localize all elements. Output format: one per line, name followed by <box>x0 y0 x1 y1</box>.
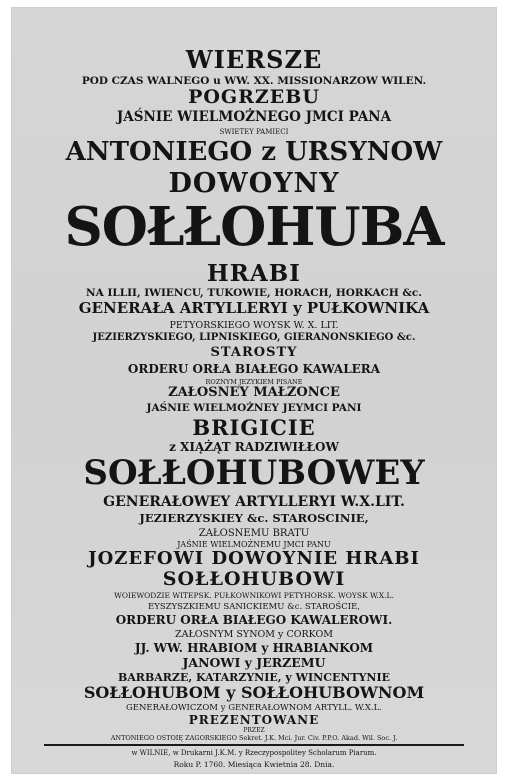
starosta-places-line: JEZIERZYSKIEGO, LIPNISKIEGO, GIERANONSKIEGO &c. <box>92 332 416 343</box>
divider-rule <box>44 744 464 746</box>
languages-line: ROZNYM JEZYKIEM PISANE <box>205 378 303 386</box>
occasion-line: POD CZAS WALNEGO u WW. XX. MISSIONARZOW WILEN. <box>81 75 427 87</box>
prezentowane-line: PREZENTOWANE <box>188 713 320 727</box>
title-hrabi: HRABI <box>207 260 301 287</box>
name-brigicie: BRIGICIE <box>192 415 316 440</box>
broadside-page <box>12 8 496 773</box>
eyszyszki-line: EYSZYSZKIEMU SANICKIEMU &c. STAROŚCIE, <box>148 602 360 612</box>
name-dowoyny: DOWOYNY <box>168 168 340 199</box>
brother-honorific-line: JAŚNIE WIELMOŻNEMU JMCI PANU <box>177 540 331 549</box>
heading-pogrzebu: POGRZEBU <box>188 86 320 108</box>
name-sollohubowey: SOŁŁOHUBOWEY <box>83 453 425 493</box>
widow-line: ZAŁOSNEY MAŁZONCE <box>168 385 340 400</box>
author-line: ANTONIEGO OSTOIĘ ZAGORSKIEGO Sekret. J.K. Mci. Jur. Civ. P.P.O. Akad. Wil. Soc. J. <box>110 734 398 742</box>
sons-daughters-line: ZAŁOSNYM SYNOM y CORKOM <box>174 629 334 640</box>
printer-line: w WILNIE, w Drukarni J.K.M. y Rzeczypospolitey Scholarum Piarum. <box>131 749 377 757</box>
broadside-text <box>22 8 486 773</box>
general-line: GENERAŁA ARTYLLERYI y PUŁKOWNIKA <box>78 299 430 317</box>
voivode-line: WOIEWODZIE WITEPSK. PUŁKOWNIKOWI PETYHORSK. WOYSK W.X.L. <box>114 591 394 600</box>
army-line: PETYORSKIEGO WOYSK W. X. LIT. <box>169 320 339 331</box>
date-line: Roku P. 1760. Miesiąca Kwietnia 28. Dnia. <box>173 760 335 769</box>
name-sollohuba: SOŁŁOHUBA <box>64 196 444 258</box>
counts-line: JJ. WW. HRABIOM y HRABIANKOM <box>134 641 374 655</box>
name-sollohubowi: SOŁŁOHUBOWI <box>162 568 346 590</box>
order-kawalerowi-line: ORDERU ORŁA BIAŁEGO KAWALEROWI. <box>115 613 393 627</box>
estates-line: NA ILLII, IWIENCU, TUKOWIE, HORACH, HORKACH &c. <box>86 287 422 299</box>
name-jozefowi: JOZEFOWI DOWOYNIE HRABI <box>88 548 420 569</box>
starosty-line: STAROSTY <box>210 345 298 360</box>
sons-names-line: JANOWI y JERZEMU <box>182 655 326 670</box>
brother-line: ZAŁOSNEMU BRATU <box>198 528 310 539</box>
przez-line: PRZEZ <box>243 727 265 734</box>
generalowey-line: GENERAŁOWEY ARTYLLERYI W.X.LIT. <box>103 494 405 510</box>
heading-wiersze: WIERSZE <box>185 45 323 74</box>
sollohubom-line: SOŁŁOHUBOM y SOŁŁOHUBOWNOM <box>83 683 425 702</box>
daughters-names-line: BARBARZE, KATARZYNIE, y WINCENTYNIE <box>117 671 391 684</box>
honorific-line: JAŚNIE WIELMOŻNEGO JMCI PANA <box>116 109 392 125</box>
order-line: ORDERU ORŁA BIAŁEGO KAWALERA <box>127 362 381 376</box>
radziwill-line: z XIĄŻĄT RADZIWIŁŁOW <box>169 440 339 454</box>
name-antoniego: ANTONIEGO z URSYNOW <box>65 137 443 167</box>
generalowiczom-line: GENERAŁOWICZOM y GENERAŁOWNOM ARTYLL. W.X.L. <box>125 703 382 713</box>
starosciny-line: JEZIERZYSKIEY &c. STAROSCINIE, <box>139 511 369 525</box>
widow-honorific-line: JAŚNIE WIELMOŻNEY JEYMCI PANI <box>146 402 362 414</box>
memory-line: SWIETEY PAMIECI <box>219 128 289 136</box>
